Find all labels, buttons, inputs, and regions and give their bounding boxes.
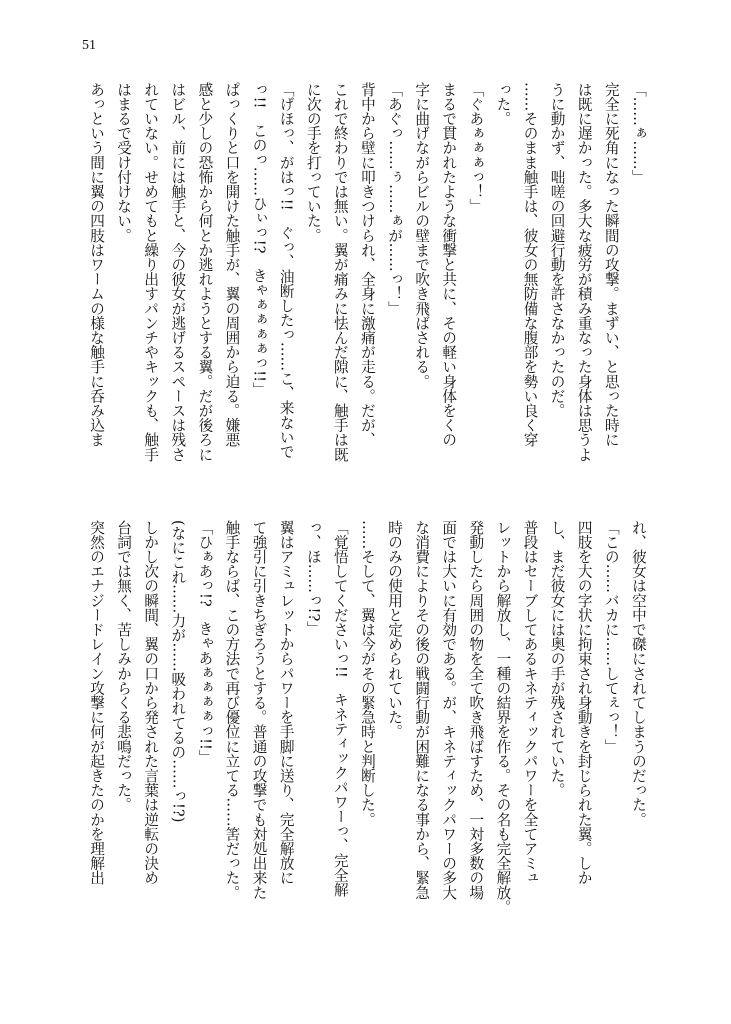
text-column: 字に曲げながらビルの壁まで吹き飛ばされる。 [413,82,431,389]
text-column: 「この……バカに……してぇっ！」 [602,520,620,754]
text-column: っ!! このっ……ひぃっ!? きゃぁぁぁぁっ!!」 [250,82,268,397]
text-column: 普段はセーブしてあるキネティックパワーを全てアミュ [521,520,539,885]
text-column: った。 [494,82,512,126]
text-column: に次の手を打っていた。 [304,82,322,243]
text-column: これで終わりでは無い。翼が痛みに怯んだ隙に、触手は既 [331,82,349,462]
text-column: (なにこれ……力が……吸われてるの……っ!?) [169,520,187,823]
text-column: 「あぐっ……ぅ……ぁが……っ！」 [386,82,404,316]
text-column: 「げほっ、がはっ!! ぐっ、油断したっ……こ、来ないで [277,82,295,459]
text-column: はビル、前には触手と、今の彼女が逃げるスペースは残さ [169,82,187,462]
text-column: 「ぐあぁぁぁっ！」 [467,82,485,214]
text-column: 「……ぁ……」 [629,82,647,185]
text-column: あっという間に翼の四肢はワームの様な触手に呑み込ま [88,82,105,447]
text-column: し、まだ彼女には奥の手が残されていた。 [548,520,566,798]
text-column: うに動かず、咄嗟の回避行動を許さなかったのだ。 [548,82,566,418]
text-block-top [86,82,648,480]
text-column: て強引に引きちぎろうとする。普通の攻撃でも対処出来た [250,520,268,900]
text-column: 「覚悟してくださいっ!! キネティックパワーっ、完全解 [331,520,349,897]
text-column: はまるで受け付けない。 [115,82,133,243]
text-column: 台詞では無く、苦しみからくる悲鳴だった。 [115,520,133,812]
text-column: ……そのまま触手は、彼女の無防備な腹部を勢い良く穿 [521,82,539,447]
text-column: 完全に死角になった瞬間の攻撃。まずい、と思った時に [602,82,620,447]
text-column: れていない。せめてもと繰り出すパンチやキックも、触手 [142,82,160,462]
text-block-bottom [86,520,648,918]
text-column: 四肢を大の字状に拘束され身動きを封じられた翼。しか [575,520,593,885]
text-column: 背中から壁に叩きつけられ、全身に激痛が走る。だが、 [358,82,376,447]
text-column: 感と少しの恐怖から何とか逃れようとする翼。だが後ろに [196,82,214,462]
text-column: っ、ほ……っ!?」 [304,520,322,636]
text-column: 触手ならば、この方法で再び優位に立てる……筈だった。 [223,520,241,900]
text-column: ……そして、翼は今がその緊急時と判断した。 [358,520,376,827]
text-column: 時のみの使用と定められていた。 [386,520,404,739]
text-column: 翼はアミュレットからパワーを手脚に送り、完全解放に [277,520,295,885]
text-column: れ、彼女は空中で磔にされてしまうのだった。 [629,520,647,827]
text-column: な消費によりその後の戦闘行動が困難になる事から、緊急 [413,520,431,900]
text-column: まるで貫かれたような衝撃と共に、その軽い身体をくの [440,82,458,447]
text-column: 「ひぁあっ!? きゃあぁぁぁぁっ!!」 [196,520,214,765]
text-column: しかし次の瞬間、翼の口から発された言葉は逆転の決め [142,520,160,885]
text-column: 発動したら周囲の物を全て吹き飛ばすため、一対多数の場 [467,520,485,900]
text-column: レットから解放し、一種の結界を作る。その名も完全解放。 [494,520,512,915]
page-number: 51 [82,38,96,53]
text-column: 面では大いに有効である。が、キネティックパワーの多大 [440,520,458,900]
text-column: 突然のエナジードレイン攻撃に何が起きたのかを理解出 [88,520,105,885]
text-column: は既に遅かった。多大な疲労が積み重なった身体は思うよ [575,82,593,462]
text-column: ぱっくりと口を開けた触手が、翼の周囲から迫る。嫌悪 [223,82,241,447]
